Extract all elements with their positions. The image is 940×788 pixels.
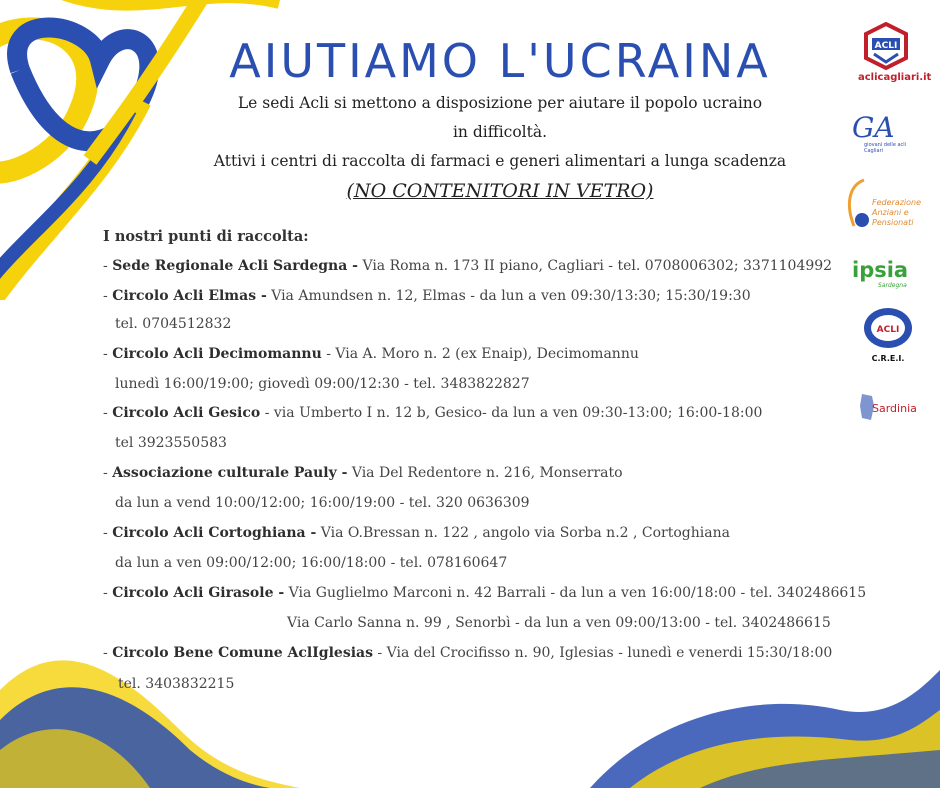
collection-point-name: Circolo Acli Girasole - [112, 585, 285, 601]
collection-point-name: Sede Regionale Acli Sardegna - [112, 258, 358, 274]
collection-point-4: - Circolo Acli Gesico - via Umberto I n. 12 b, Gesico- da lun a ven 09:30-13:00; 16:00-18:00 [103, 405, 763, 421]
collection-point-3: - Circolo Acli Decimomannu - Via A. Moro n. 2 (ex Enaip), Decimomannu [103, 346, 639, 362]
svg-text:ACLI: ACLI [874, 41, 898, 51]
collection-point-5-line2: da lun a vend 10:00/12:00; 16:00/19:00 - tel. 320 0636309 [115, 495, 530, 511]
collection-points-heading: I nostri punti di raccolta: [103, 228, 309, 245]
collection-point-name: Circolo Acli Decimomannu [112, 346, 322, 362]
collection-point-8-line2: tel. 3403832215 [118, 676, 235, 692]
collection-point-details: Via Roma n. 173 II piano, Cagliari - tel. 0708006302; 3371104992 [358, 258, 833, 274]
collection-point-name: Circolo Acli Cortoghiana - [112, 525, 317, 541]
collection-point-name: Circolo Acli Gesico [112, 405, 261, 421]
collection-point-6-line2: da lun a ven 09:00/12:00; 16:00/18:00 - tel. 078160647 [115, 555, 508, 571]
svg-text:ACLI: ACLI [876, 325, 900, 335]
collection-point-details: - Via del Crocifisso n. 90, Iglesias - lunedì e venerdi 15:30/18:00 [372, 645, 833, 661]
ga-mark: GA [852, 111, 895, 144]
blue-sardinia-logo [858, 392, 922, 426]
ipsia-mark: ipsia [852, 258, 909, 282]
crei-logo [860, 306, 916, 368]
collection-point-1: - Sede Regionale Acli Sardegna - Via Roma n. 173 II piano, Cagliari - tel. 0708006302; 3371104992 [103, 258, 833, 274]
intro-line-1: Le sedi Acli si mettono a disposizione per aiutare il popolo ucraino [237, 94, 763, 112]
fap-swirl-icon [842, 176, 872, 232]
collection-point-4-line2: tel 3923550583 [115, 435, 227, 451]
collection-point-details: - via Umberto I n. 12 b, Gesico- da lun a ven 09:30-13:00; 16:00-18:00 [260, 405, 763, 421]
fap-caption: Federazione Anziani e Pensionati [872, 198, 922, 227]
acli-cagliari-logo [856, 22, 932, 83]
crei-emblem-icon [860, 306, 916, 350]
collection-point-details: Via Guglielmo Marconi n. 42 Barrali - da lun a ven 16:00/18:00 - tel. 3402486615 [284, 585, 867, 601]
collection-point-6: - Circolo Acli Cortoghiana - Via O.Bressan n. 122 , angolo via Sorba n.2 , Cortoghiana [103, 525, 730, 541]
collection-point-8: - Circolo Bene Comune AclIglesias - Via del Crocifisso n. 90, Iglesias - lunedì e venerdi 15:30/18:00 [103, 645, 833, 661]
fap-acli-logo [842, 176, 936, 232]
wave-decoration-right [590, 660, 940, 788]
ipsia-caption: Sardegna [878, 282, 907, 289]
collection-point-2-line2: tel. 0704512832 [115, 316, 232, 332]
intro-line-3: Attivi i centri di raccolta di farmaci e generi alimentari a lunga scadenza [213, 152, 787, 170]
collection-point-details: Via Del Redentore n. 216, Monserrato [347, 465, 623, 481]
acli-emblem-icon [856, 22, 916, 70]
page-title: AIUTIAMO L'UCRAINA [229, 34, 771, 88]
acli-caption: aclicagliari.it [858, 72, 932, 83]
collection-point-name: Circolo Acli Elmas - [112, 288, 267, 304]
intro-line-2: in difficoltà. [452, 123, 548, 141]
no-glass-warning: (NO CONTENITORI IN VETRO) [346, 180, 654, 202]
collection-point-details: - Via A. Moro n. 2 (ex Enaip), Decimomannu [321, 346, 639, 362]
ipsia-logo [852, 258, 932, 294]
collection-point-7-line2: Via Carlo Sanna n. 99 , Senorbì - da lun a ven 09:00/13:00 - tel. 3402486615 [287, 615, 831, 631]
collection-point-7: - Circolo Acli Girasole - Via Guglielmo Marconi n. 42 Barrali - da lun a ven 16:00/18:00 - tel. 3402486615 [103, 585, 867, 601]
collection-point-name: Associazione culturale Pauly - [112, 465, 348, 481]
collection-point-2: - Circolo Acli Elmas - Via Amundsen n. 12, Elmas - da lun a ven 09:30/13:30; 15:30/19:30 [103, 288, 751, 304]
collection-point-details: Via O.Bressan n. 122 , angolo via Sorba n.2 , Cortoghiana [316, 525, 730, 541]
collection-point-details: Via Amundsen n. 12, Elmas - da lun a ven 09:30/13:30; 15:30/19:30 [266, 288, 751, 304]
collection-point-name: Circolo Bene Comune AclIglesias [112, 645, 373, 661]
collection-point-5: - Associazione culturale Pauly - Via Del Redentore n. 216, Monserrato [103, 465, 623, 481]
giovani-acli-logo [852, 111, 924, 154]
ga-caption: giovani delle acli Cagliari [864, 142, 907, 154]
sardinia-caption: Sardinia [872, 402, 917, 415]
collection-point-3-line2: lunedì 16:00/19:00; giovedì 09:00/12:30 - tel. 3483822827 [115, 376, 530, 392]
crei-caption: C.R.E.I. [871, 354, 905, 363]
